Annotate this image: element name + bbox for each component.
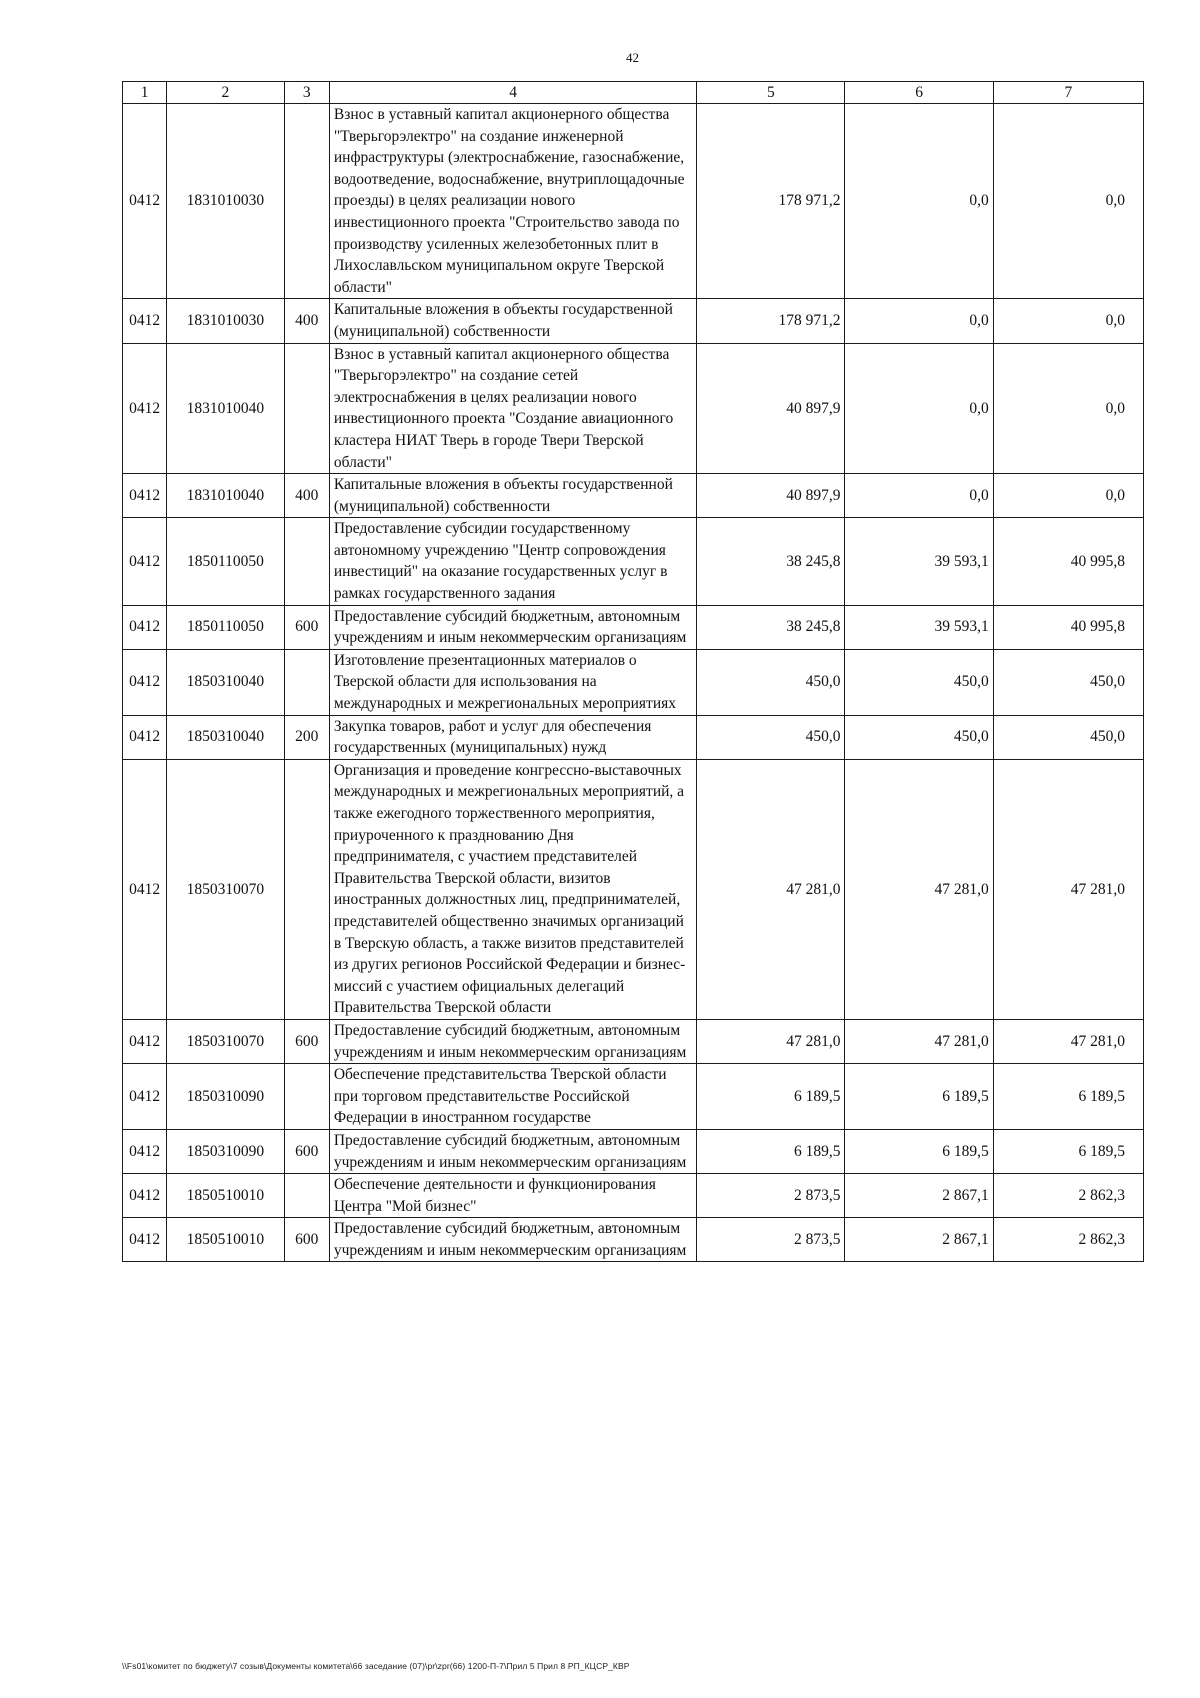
amount-col-5-cell: 450,0 xyxy=(697,649,845,715)
target-article-cell: 1831010030 xyxy=(167,104,284,299)
target-article-cell: 1850310070 xyxy=(167,1019,284,1063)
amount-col-7-cell: 450,0 xyxy=(993,649,1143,715)
target-article-cell: 1831010030 xyxy=(167,299,284,343)
amount-col-6-cell: 450,0 xyxy=(845,649,993,715)
item-name-cell: Взнос в уставный капитал акционерного общества "Тверьгорэлектро" на создание сетей электроснабжения в целях реализации нового инвестиционного проекта "Создание авиационного кластера НИАТ Тверь в городе Твери Тверской области" xyxy=(329,343,696,474)
header-row xyxy=(123,82,1144,104)
amount-col-5-cell: 47 281,0 xyxy=(697,1019,845,1063)
amount-col-5-cell: 178 971,2 xyxy=(697,104,845,299)
target-article-cell: 1850310040 xyxy=(167,649,284,715)
amount-col-5-cell: 2 873,5 xyxy=(697,1218,845,1262)
expense-type-cell: 600 xyxy=(284,605,329,649)
amount-col-7-cell: 2 862,3 xyxy=(993,1218,1143,1262)
table-row xyxy=(123,759,1144,1019)
target-article-cell: 1850110050 xyxy=(167,518,284,605)
amount-col-5-cell: 40 897,9 xyxy=(697,474,845,518)
amount-col-6-cell: 0,0 xyxy=(845,474,993,518)
section-code-cell: 0412 xyxy=(123,343,167,474)
item-name-cell: Предоставление субсидий бюджетным, автономным учреждениям и иным некоммерческим организациям xyxy=(329,605,696,649)
section-code-cell: 0412 xyxy=(123,605,167,649)
amount-col-5-cell: 47 281,0 xyxy=(697,759,845,1019)
expense-type-cell: 600 xyxy=(284,1129,329,1173)
section-code-cell: 0412 xyxy=(123,649,167,715)
expense-type-cell: 600 xyxy=(284,1218,329,1262)
table-row xyxy=(123,1129,1144,1173)
target-article-cell: 1850310040 xyxy=(167,715,284,759)
amount-col-7-cell: 40 995,8 xyxy=(993,605,1143,649)
header-col-1: 1 xyxy=(123,82,167,104)
expense-type-cell: 400 xyxy=(284,474,329,518)
amount-col-5-cell: 38 245,8 xyxy=(697,605,845,649)
item-name-cell: Предоставление субсидии государственному автономному учреждению "Центр сопровождения инвестиций" на оказание государственных услуг в рамках государственного задания xyxy=(329,518,696,605)
section-code-cell: 0412 xyxy=(123,518,167,605)
target-article-cell: 1850310090 xyxy=(167,1064,284,1130)
expense-type-cell xyxy=(284,1064,329,1130)
amount-col-6-cell: 0,0 xyxy=(845,104,993,299)
budget-table xyxy=(122,81,1144,1262)
amount-col-6-cell: 450,0 xyxy=(845,715,993,759)
item-name-cell: Организация и проведение конгрессно-выставочных международных и межрегиональных мероприятий, а также ежегодного торжественного мероприятия, приуроченного к празднованию Дня предпринимателя, с участием представителей Правительства Тверской области, визитов иностранных должностных лиц, предпринимателей, представителей общественно значимых организаций в Тверскую область, а также визитов представителей из других регионов Российской Федерации и бизнес-миссий с участием официальных делегаций Правительства Тверской области xyxy=(329,759,696,1019)
table-row xyxy=(123,605,1144,649)
header-col-5: 5 xyxy=(697,82,845,104)
amount-col-5-cell: 38 245,8 xyxy=(697,518,845,605)
target-article-cell: 1850110050 xyxy=(167,605,284,649)
section-code-cell: 0412 xyxy=(123,1064,167,1130)
expense-type-cell: 200 xyxy=(284,715,329,759)
table-row xyxy=(123,1174,1144,1218)
target-article-cell: 1850510010 xyxy=(167,1218,284,1262)
item-name-cell: Закупка товаров, работ и услуг для обеспечения государственных (муниципальных) нужд xyxy=(329,715,696,759)
amount-col-5-cell: 450,0 xyxy=(697,715,845,759)
amount-col-5-cell: 6 189,5 xyxy=(697,1129,845,1173)
header-col-4: 4 xyxy=(329,82,696,104)
expense-type-cell: 400 xyxy=(284,299,329,343)
amount-col-7-cell: 0,0 xyxy=(993,104,1143,299)
amount-col-6-cell: 0,0 xyxy=(845,343,993,474)
item-name-cell: Предоставление субсидий бюджетным, автономным учреждениям и иным некоммерческим организациям xyxy=(329,1129,696,1173)
target-article-cell: 1850310070 xyxy=(167,759,284,1019)
amount-col-6-cell: 6 189,5 xyxy=(845,1064,993,1130)
amount-col-6-cell: 39 593,1 xyxy=(845,605,993,649)
expense-type-cell xyxy=(284,649,329,715)
amount-col-6-cell: 47 281,0 xyxy=(845,759,993,1019)
table-row xyxy=(123,518,1144,605)
amount-col-7-cell: 2 862,3 xyxy=(993,1174,1143,1218)
amount-col-6-cell: 47 281,0 xyxy=(845,1019,993,1063)
expense-type-cell: 600 xyxy=(284,1019,329,1063)
amount-col-7-cell: 0,0 xyxy=(993,474,1143,518)
table-row xyxy=(123,299,1144,343)
expense-type-cell xyxy=(284,759,329,1019)
item-name-cell: Изготовление презентационных материалов о Тверской области для использования на международных и межрегиональных мероприятиях xyxy=(329,649,696,715)
target-article-cell: 1831010040 xyxy=(167,474,284,518)
section-code-cell: 0412 xyxy=(123,1019,167,1063)
section-code-cell: 0412 xyxy=(123,1218,167,1262)
table-row xyxy=(123,649,1144,715)
target-article-cell: 1831010040 xyxy=(167,343,284,474)
amount-col-7-cell: 47 281,0 xyxy=(993,1019,1143,1063)
item-name-cell: Обеспечение деятельности и функционирования Центра "Мой бизнес" xyxy=(329,1174,696,1218)
table-row xyxy=(123,104,1144,299)
item-name-cell: Обеспечение представительства Тверской области при торговом представительстве Российской Федерации в иностранном государстве xyxy=(329,1064,696,1130)
section-code-cell: 0412 xyxy=(123,104,167,299)
table-row xyxy=(123,343,1144,474)
amount-col-6-cell: 2 867,1 xyxy=(845,1218,993,1262)
table-row xyxy=(123,474,1144,518)
section-code-cell: 0412 xyxy=(123,759,167,1019)
amount-col-6-cell: 39 593,1 xyxy=(845,518,993,605)
header-col-6: 6 xyxy=(845,82,993,104)
table-row xyxy=(123,1019,1144,1063)
amount-col-7-cell: 6 189,5 xyxy=(993,1064,1143,1130)
table-row xyxy=(123,715,1144,759)
item-name-cell: Взнос в уставный капитал акционерного общества "Тверьгорэлектро" на создание инженерной инфраструктуры (электроснабжение, газоснабжение, водоотведение, водоснабжение, внутриплощадочные проезды) в целях реализации нового инвестиционного проекта "Строительство завода по производству усиленных железобетонных плит в Лихославльском муниципальном округе Тверской области" xyxy=(329,104,696,299)
table-row xyxy=(123,1064,1144,1130)
section-code-cell: 0412 xyxy=(123,1174,167,1218)
expense-type-cell xyxy=(284,343,329,474)
section-code-cell: 0412 xyxy=(123,474,167,518)
amount-col-6-cell: 0,0 xyxy=(845,299,993,343)
file-path-footer: \\Fs01\комитет по бюджету\7 созыв\Документы комитета\66 заседание (07)\pr\zpr(66) 1200-П-7\Прил 5 Прил 8 РП_КЦСР_КВР xyxy=(122,1661,630,1671)
page-number: 42 xyxy=(626,50,639,65)
amount-col-7-cell: 6 189,5 xyxy=(993,1129,1143,1173)
item-name-cell: Капитальные вложения в объекты государственной (муниципальной) собственности xyxy=(329,299,696,343)
expense-type-cell xyxy=(284,1174,329,1218)
header-col-2: 2 xyxy=(167,82,284,104)
expense-type-cell xyxy=(284,518,329,605)
section-code-cell: 0412 xyxy=(123,299,167,343)
amount-col-7-cell: 47 281,0 xyxy=(993,759,1143,1019)
target-article-cell: 1850310090 xyxy=(167,1129,284,1173)
table-row xyxy=(123,1218,1144,1262)
amount-col-5-cell: 6 189,5 xyxy=(697,1064,845,1130)
expense-type-cell xyxy=(284,104,329,299)
item-name-cell: Капитальные вложения в объекты государственной (муниципальной) собственности xyxy=(329,474,696,518)
amount-col-6-cell: 6 189,5 xyxy=(845,1129,993,1173)
amount-col-5-cell: 2 873,5 xyxy=(697,1174,845,1218)
amount-col-6-cell: 2 867,1 xyxy=(845,1174,993,1218)
section-code-cell: 0412 xyxy=(123,715,167,759)
amount-col-7-cell: 40 995,8 xyxy=(993,518,1143,605)
amount-col-5-cell: 178 971,2 xyxy=(697,299,845,343)
amount-col-7-cell: 0,0 xyxy=(993,343,1143,474)
item-name-cell: Предоставление субсидий бюджетным, автономным учреждениям и иным некоммерческим организациям xyxy=(329,1218,696,1262)
amount-col-7-cell: 450,0 xyxy=(993,715,1143,759)
amount-col-5-cell: 40 897,9 xyxy=(697,343,845,474)
item-name-cell: Предоставление субсидий бюджетным, автономным учреждениям и иным некоммерческим организациям xyxy=(329,1019,696,1063)
header-col-7: 7 xyxy=(993,82,1143,104)
amount-col-7-cell: 0,0 xyxy=(993,299,1143,343)
target-article-cell: 1850510010 xyxy=(167,1174,284,1218)
header-col-3: 3 xyxy=(284,82,329,104)
section-code-cell: 0412 xyxy=(123,1129,167,1173)
